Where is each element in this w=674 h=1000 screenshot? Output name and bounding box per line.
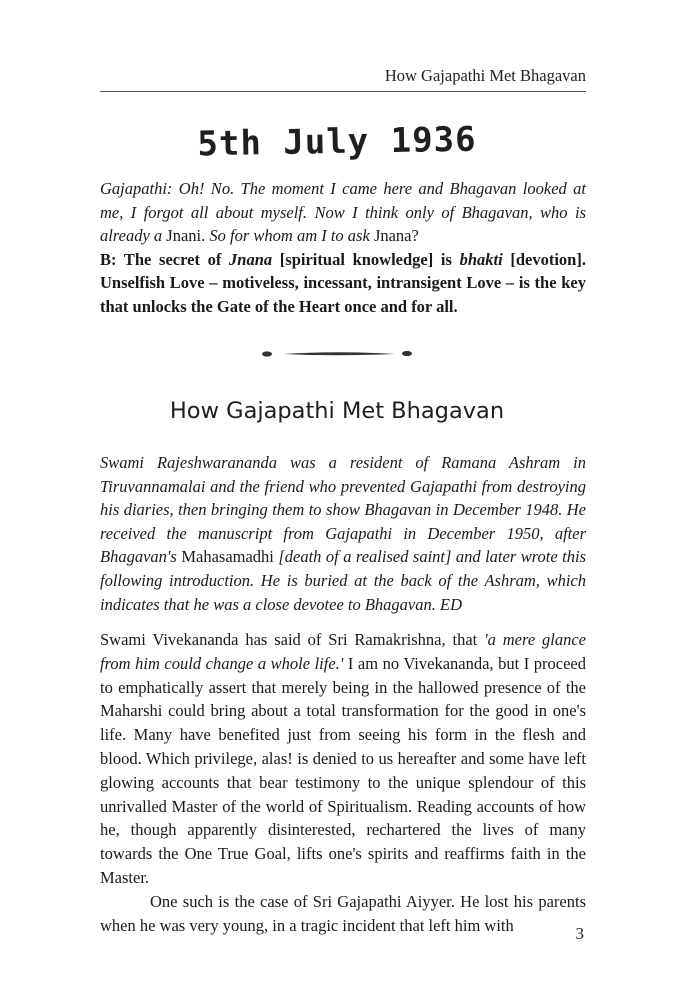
question-paragraph (100, 177, 586, 248)
answer-bhakti: bhakti (459, 249, 503, 269)
date-heading: 5th July 1936 (197, 119, 477, 165)
mahasamadhi-word: Mahasamadhi (181, 547, 274, 567)
body-text-1b: I am no Vivekananda, but I proceed to emphatically assert that merely being in the hallowed presence of the Maharshi could bring about a total transformation for the good in one's life. Many have benefited just from seeing his form in the flesh and blood. Which privilege, alas! is denied to us hereafter and some have left glowing accounts that bear testimony to the unique splendour of this unrivalled Master of the world of Spiritualism. Reading accounts of how he, though apparently disinterested, rechartered the lives of many towards the One True Goal, lifts one's spirits and reaffirms faith in the Master. (100, 653, 586, 887)
running-head: How Gajapathi Met Bhagavan (384, 66, 586, 85)
answer-text-2: [spiritual knowledge] is (272, 249, 460, 269)
answer-text-3: [devotion]. Unselfish Love – motiveless, incessant, intransigent Love – is the key that unlocks the Gate of the Heart once and for all. (100, 249, 586, 316)
question-text-2: So for whom am I to ask (205, 226, 374, 245)
ornament-divider (253, 344, 423, 364)
intro-text-2: [death of a realised saint] and later wrote this following introduction. He is buried at the back of the Ashram, which indicates that he was a close devotee to Bhagavan. ED (100, 547, 586, 614)
answer-jnana: Jnana (229, 249, 273, 269)
page-number: 3 (575, 924, 584, 943)
intro-paragraph (100, 451, 586, 616)
jnani-word: Jnani. (166, 226, 206, 245)
body-paragraph-1 (100, 628, 586, 890)
body-text (100, 628, 586, 937)
dialogue-block (100, 177, 586, 318)
body-text-1a: Swami Vivekananda has said of Sri Ramakrishna, that (100, 630, 485, 649)
body-quote: 'a mere glance from him could change a whole life.' (100, 630, 586, 673)
intro-text-1: Swami Rajeshwarananda was a resident of Ramana Ashram in Tiruvannamalai and the friend who prevented Gajapathi from destroying his diaries, then bringing them to show Bhagavan in December 1948. He received the manuscript from Gajapathi in December 1950, after Bhagavan's (100, 453, 586, 567)
header-rule (100, 91, 586, 92)
question-text-1: Gajapathi: Oh! No. The moment I came here and Bhagavan looked at me, I forgot all about myself. Now I think only of Bhagavan, who is already a (100, 179, 586, 245)
answer-paragraph (100, 248, 586, 319)
body-paragraph-2: One such is the case of Sri Gajapathi Aiyyer. He lost his parents when he was very young, in a tragic incident that left him with (100, 891, 586, 935)
answer-text-1: B: The secret of (100, 249, 230, 269)
jnana-word: Jnana? (373, 226, 419, 245)
section-title: How Gajapathi Met Bhagavan (169, 398, 505, 424)
